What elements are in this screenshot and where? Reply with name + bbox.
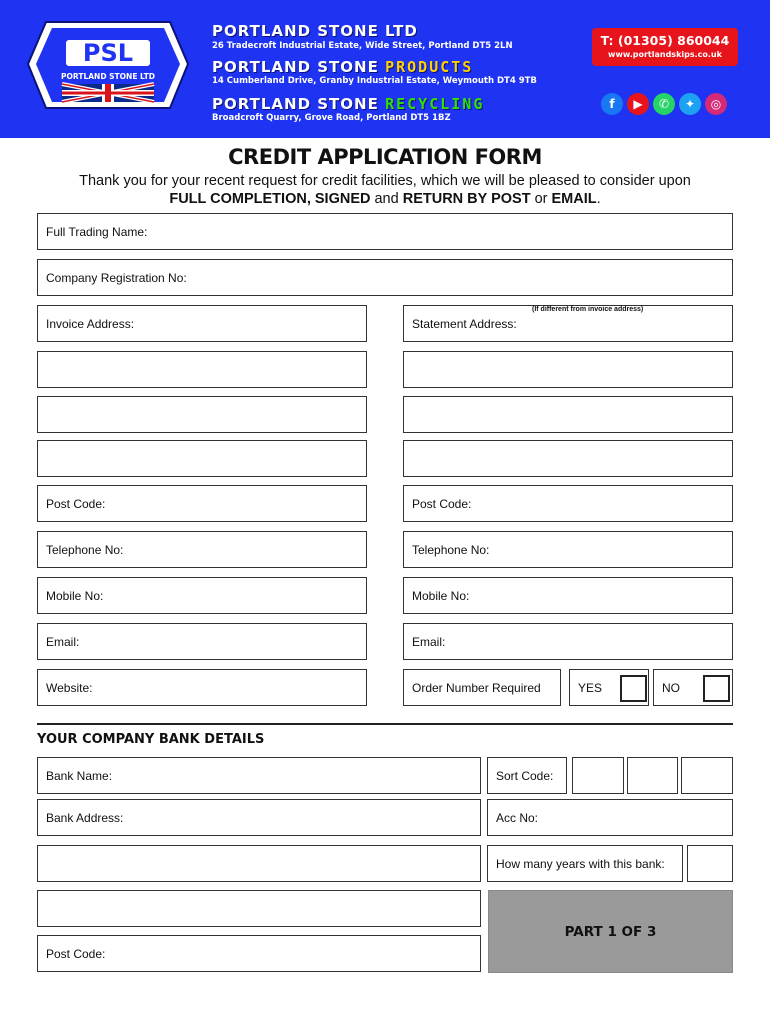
logo-text: PSL (82, 39, 134, 67)
bank-address-line-3[interactable] (37, 890, 481, 927)
statement-post-code-field[interactable] (403, 485, 733, 522)
bank-name-field[interactable] (37, 757, 481, 794)
statement-mobile-label: Mobile No: (412, 588, 470, 603)
statement-address-note: (If different from invoice address) (532, 306, 644, 313)
address-products: 14 Cumberland Drive, Granby Industrial Estate, Weymouth DT4 9TB (212, 76, 537, 86)
invoice-post-code-field[interactable] (37, 485, 367, 522)
statement-address-line-2[interactable] (403, 351, 733, 388)
years-with-bank-label-box (487, 845, 683, 882)
statement-mobile-field[interactable] (403, 577, 733, 614)
statement-address-label: Statement Address: (412, 316, 517, 331)
intro-line-2 (0, 191, 770, 207)
company-recycling-highlight: RECYCLING (385, 95, 485, 113)
contact-box (592, 28, 738, 66)
full-trading-name-field[interactable] (37, 213, 733, 250)
bank-post-code-label: Post Code: (46, 946, 106, 961)
invoice-mobile-field[interactable] (37, 577, 367, 614)
full-trading-name-label: Full Trading Name: (46, 224, 148, 239)
order-number-required-field (403, 669, 561, 706)
invoice-mobile-label: Mobile No: (46, 588, 104, 603)
website-link[interactable]: www.portlandskips.co.uk (608, 50, 722, 59)
intro-bold-1: FULL COMPLETION, SIGNED (169, 191, 371, 207)
acc-no-label: Acc No: (496, 810, 539, 825)
union-flag-icon (62, 84, 154, 102)
bank-section-title: YOUR COMPANY BANK DETAILS (37, 732, 265, 747)
company-name-products (212, 58, 473, 76)
intro-line-1: Thank you for your recent request for credit facilities, which we will be pleased to consider upon (79, 173, 691, 189)
years-with-bank-input[interactable] (687, 845, 733, 882)
statement-email-label: Email: (412, 634, 446, 649)
phone-number[interactable]: T: (01305) 860044 (600, 33, 730, 48)
twitter-icon[interactable]: ✦ (679, 93, 701, 115)
bank-address-line-2[interactable] (37, 845, 481, 882)
company-recycling-prefix: PORTLAND STONE (212, 95, 379, 113)
yes-label: YES (578, 680, 603, 695)
bank-post-code-field[interactable] (37, 935, 481, 972)
whatsapp-icon[interactable]: ✆ (653, 93, 675, 115)
invoice-email-field[interactable] (37, 623, 367, 660)
invoice-address-line-4[interactable] (37, 440, 367, 477)
intro-bold-2: RETURN BY POST (402, 191, 531, 207)
section-divider (37, 723, 733, 725)
invoice-telephone-label: Telephone No: (46, 542, 124, 557)
youtube-icon[interactable]: ▶ (627, 93, 649, 115)
statement-address-line-4[interactable] (403, 440, 733, 477)
invoice-address-line-2[interactable] (37, 351, 367, 388)
sort-code-label: Sort Code: (496, 768, 554, 783)
no-checkbox[interactable] (703, 675, 730, 702)
instagram-icon[interactable]: ◎ (705, 93, 727, 115)
intro-bold-3: EMAIL (551, 191, 597, 207)
company-name-recycling (212, 95, 484, 113)
intro-or: or (530, 191, 552, 207)
order-number-required-label: Order Number Required (412, 680, 541, 695)
company-products-prefix: PORTLAND STONE (212, 58, 379, 76)
sort-code-part-3[interactable] (681, 757, 733, 794)
statement-email-field[interactable] (403, 623, 733, 660)
years-with-bank-label: How many years with this bank: (496, 856, 665, 871)
form-title: CREDIT APPLICATION FORM (228, 145, 542, 169)
intro-and: and (370, 191, 403, 207)
sort-code-part-1[interactable] (572, 757, 624, 794)
bank-address-field[interactable] (37, 799, 481, 836)
invoice-telephone-field[interactable] (37, 531, 367, 568)
logo-subtext: PORTLAND STONE LTD (61, 72, 155, 81)
facebook-icon[interactable]: f (601, 93, 623, 115)
bank-address-label: Bank Address: (46, 810, 124, 825)
company-products-highlight: PRODUCTS (385, 58, 474, 76)
invoice-address-field[interactable] (37, 305, 367, 342)
statement-telephone-field[interactable] (403, 531, 733, 568)
part-indicator: PART 1 OF 3 (488, 890, 733, 973)
company-name-ltd: PORTLAND STONE LTD (212, 22, 418, 40)
header-banner (0, 0, 770, 138)
company-registration-field[interactable] (37, 259, 733, 296)
social-icons (601, 93, 727, 115)
address-ltd: 26 Tradecroft Industrial Estate, Wide Street, Portland DT5 2LN (212, 41, 513, 51)
sort-code-part-2[interactable] (627, 757, 678, 794)
sort-code-label-box (487, 757, 567, 794)
website-label: Website: (46, 680, 93, 695)
no-label: NO (662, 680, 680, 695)
address-recycling: Broadcroft Quarry, Grove Road, Portland DT5 1BZ (212, 113, 451, 123)
invoice-post-code-label: Post Code: (46, 496, 106, 511)
website-field[interactable] (37, 669, 367, 706)
statement-telephone-label: Telephone No: (412, 542, 490, 557)
statement-post-code-label: Post Code: (412, 496, 472, 511)
yes-checkbox[interactable] (620, 675, 647, 702)
invoice-email-label: Email: (46, 634, 80, 649)
psl-logo (26, 18, 190, 112)
invoice-address-line-3[interactable] (37, 396, 367, 433)
acc-no-field[interactable] (487, 799, 733, 836)
company-registration-label: Company Registration No: (46, 270, 187, 285)
invoice-address-label: Invoice Address: (46, 316, 135, 331)
bank-name-label: Bank Name: (46, 768, 113, 783)
intro-end: . (596, 191, 601, 207)
statement-address-line-3[interactable] (403, 396, 733, 433)
